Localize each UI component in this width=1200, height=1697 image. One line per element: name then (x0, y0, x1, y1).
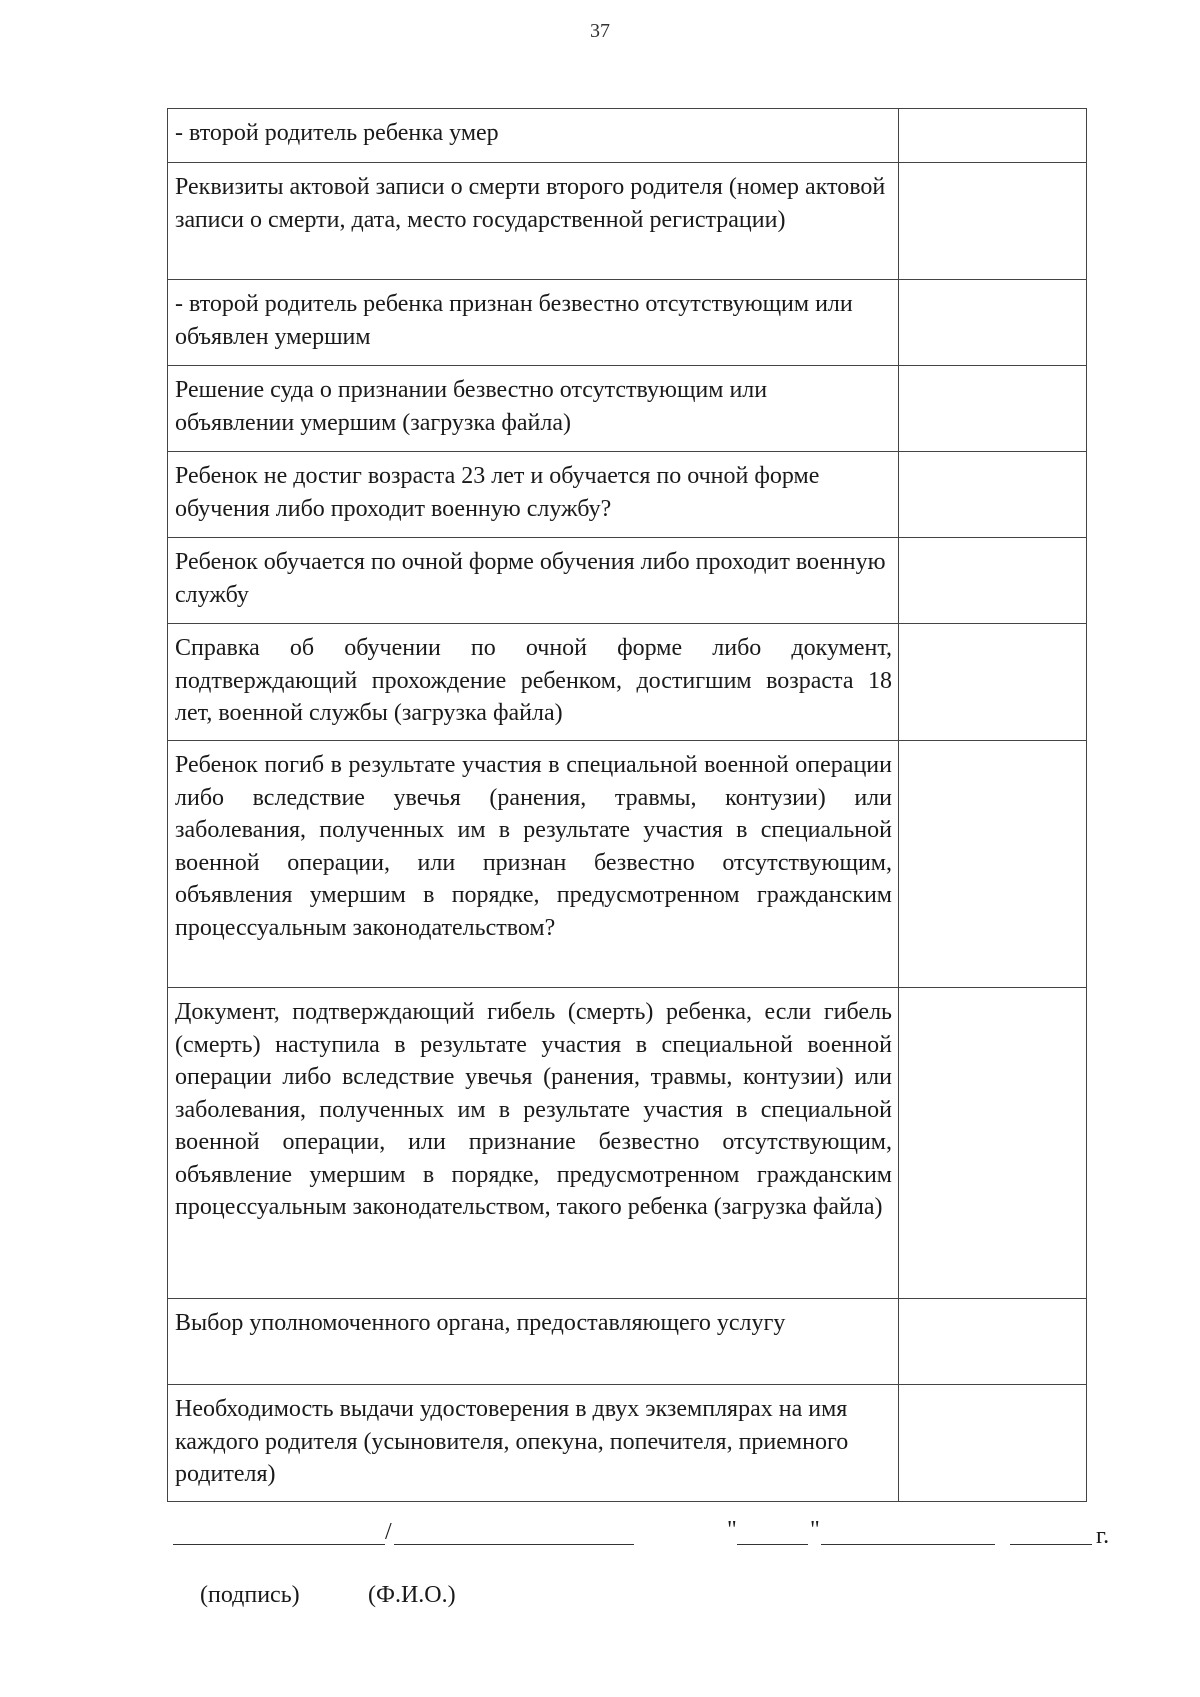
table-row (168, 538, 1087, 624)
table-row (168, 741, 1087, 988)
table-row (168, 1385, 1087, 1502)
row-label-cell (168, 1299, 899, 1385)
name-line[interactable] (394, 1544, 634, 1545)
row-label-cell (168, 624, 899, 741)
row-label: Необходимость выдачи удостоверения в двух экземплярах на имя каждого родителя (усыновителя, опекуна, попечителя, приемного родителя) (175, 1396, 849, 1487)
row-label-cell (168, 452, 899, 538)
row-value-field[interactable] (899, 366, 1087, 452)
table-row (168, 109, 1087, 163)
row-label-cell (168, 280, 899, 366)
row-label: Справка об обучении по очной форме либо документ, подтверждающий прохождение ребенком, достигшим возраста 18 лет, военной службы (загрузка файла) (175, 635, 892, 726)
row-value-field[interactable] (899, 741, 1087, 988)
row-label: Реквизиты актовой записи о смерти второго родителя (номер актовой записи о смерти, дата, место государственной регистрации) (175, 174, 886, 233)
row-label: Ребенок погиб в результате участия в специальной военной операции либо вследствие увечья (ранения, травмы, контузии) или заболевания, полученных им в результате участия в специальной военной операции, или признан безвестно отсутствующим, объявления умершим в порядке, предусмотренном гражданским процессуальным законодательством? (175, 752, 892, 941)
row-value-field[interactable] (899, 280, 1087, 366)
year-suffix: г. (1096, 1523, 1110, 1549)
table-row (168, 1299, 1087, 1385)
row-value-field[interactable] (899, 538, 1087, 624)
table-row (168, 280, 1087, 366)
row-label-cell (168, 1385, 899, 1502)
row-label-cell (168, 988, 899, 1299)
row-label: Ребенок не достиг возраста 23 лет и обучается по очной форме обучения либо проходит военную службу? (175, 463, 820, 522)
row-label: Ребенок обучается по очной форме обучения либо проходит военную службу (175, 549, 886, 608)
row-value-field[interactable] (899, 163, 1087, 280)
row-label-cell (168, 741, 899, 988)
row-label: Решение суда о признании безвестно отсутствующим или объявлении умершим (загрузка файла) (175, 377, 768, 436)
signature-slash: / (385, 1519, 392, 1545)
date-open-quote: " (727, 1517, 737, 1543)
table-row (168, 163, 1087, 280)
table-row (168, 366, 1087, 452)
row-label: Выбор уполномоченного органа, предоставляющего услугу (175, 1310, 786, 1336)
table-row (168, 624, 1087, 741)
table-row (168, 988, 1087, 1299)
row-label: - второй родитель ребенка умер (175, 120, 499, 146)
signature-line[interactable] (173, 1544, 385, 1545)
year-line[interactable] (1010, 1544, 1092, 1545)
row-label: Документ, подтверждающий гибель (смерть) ребенка, если гибель (смерть) наступила в результате участия в специальной военной операции либо вследствие увечья (ранения, травмы, контузии) или заболевания, полученных им в результате участия в специальной военной операции, или признание безвестно отсутствующим, объявление умершим в порядке, предусмотренном гражданским процессуальным законодательством, такого ребенка (загрузка файла) (175, 999, 892, 1220)
row-value-field[interactable] (899, 624, 1087, 741)
row-label-cell (168, 109, 899, 163)
day-line[interactable] (737, 1544, 808, 1545)
row-label: - второй родитель ребенка признан безвестно отсутствующим или объявлен умершим (175, 291, 853, 350)
page-number: 37 (590, 20, 610, 42)
signature-caption: (подпись) (200, 1582, 300, 1608)
month-line[interactable] (821, 1544, 995, 1545)
row-label-cell (168, 366, 899, 452)
row-value-field[interactable] (899, 109, 1087, 163)
name-caption: (Ф.И.О.) (368, 1582, 456, 1608)
row-label-cell (168, 163, 899, 280)
row-label-cell (168, 538, 899, 624)
row-value-field[interactable] (899, 1385, 1087, 1502)
date-close-quote: " (810, 1517, 820, 1543)
row-value-field[interactable] (899, 1299, 1087, 1385)
row-value-field[interactable] (899, 452, 1087, 538)
table-row (168, 452, 1087, 538)
application-form-table (167, 108, 1087, 1502)
row-value-field[interactable] (899, 988, 1087, 1299)
